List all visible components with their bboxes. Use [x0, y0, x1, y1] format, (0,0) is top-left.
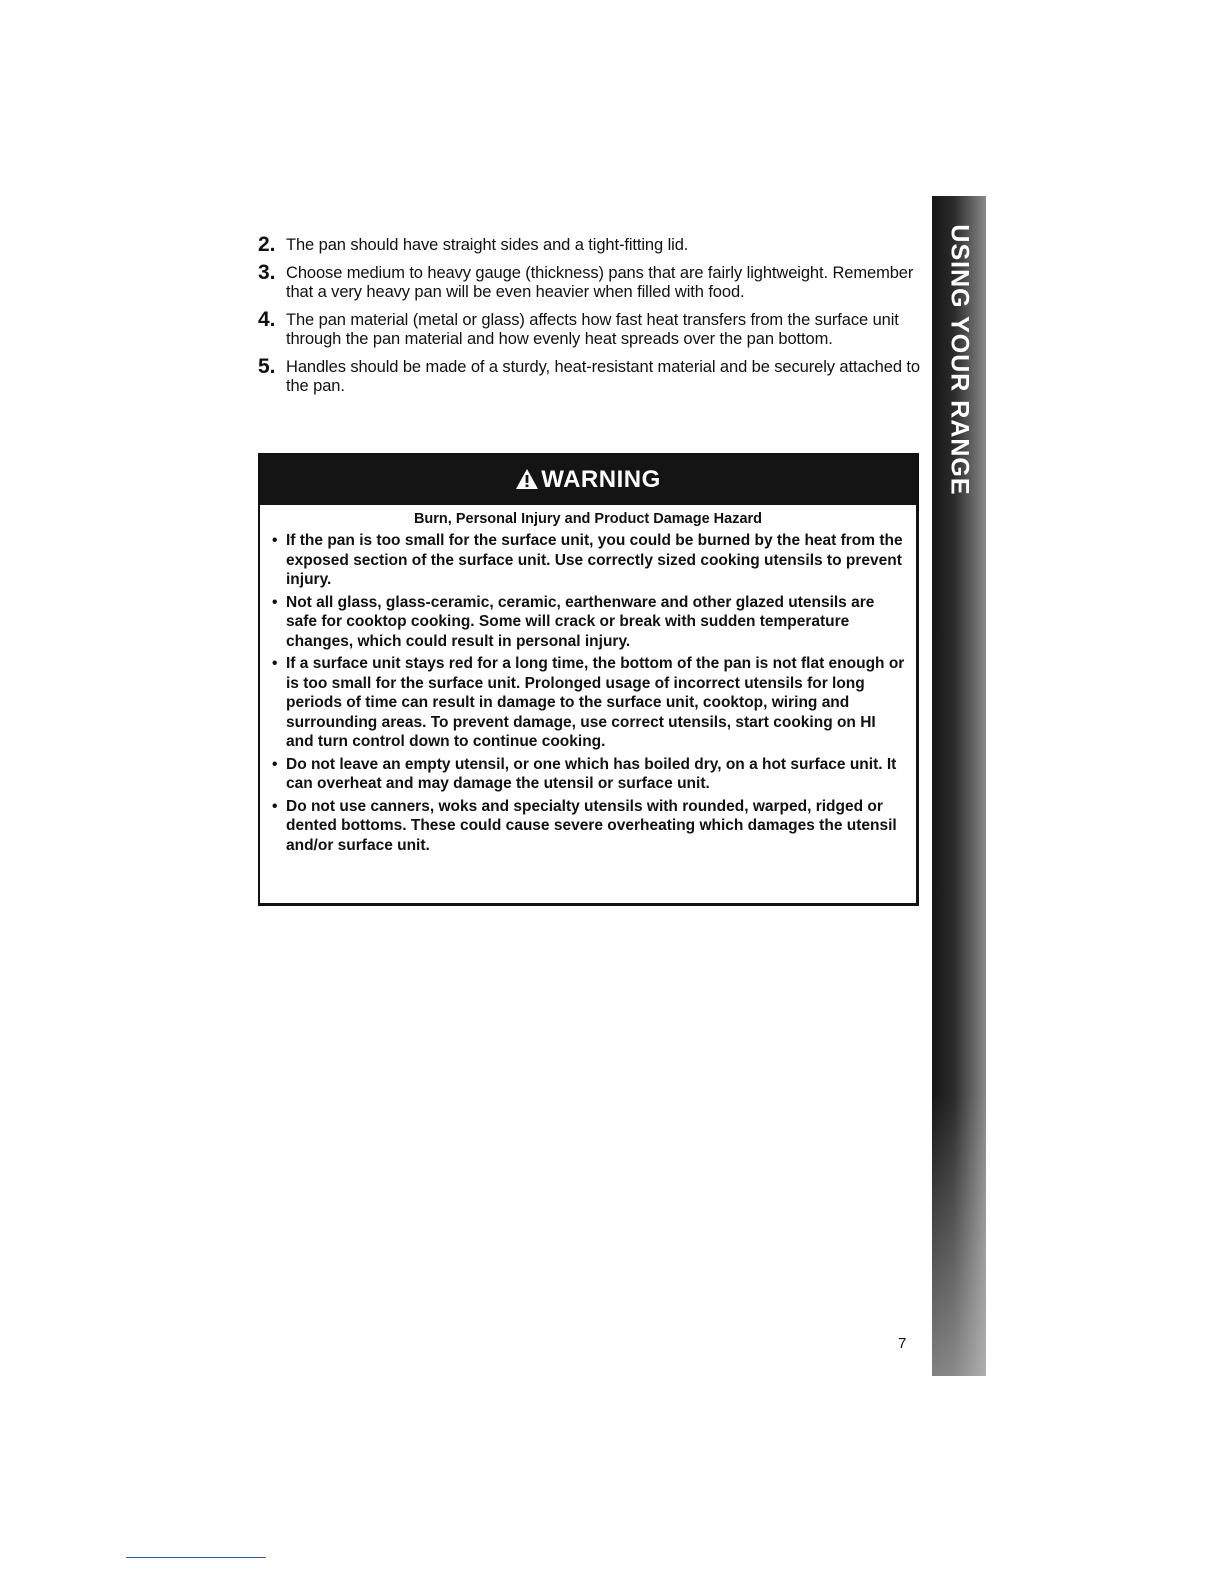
bullet-marker: •: [272, 655, 278, 672]
bullet-marker: •: [272, 797, 278, 815]
bullet-marker: •: [272, 532, 278, 549]
warning-item: [272, 797, 906, 856]
step-number: 5.: [258, 355, 276, 378]
step-text: Handles should be made of a sturdy, heat-resistant material and be securely attached to the pan.: [286, 358, 920, 395]
step-text: The pan material (metal or glass) affects how fast heat transfers from the surface unit through the pan material and how evenly heat spreads over the pan bottom.: [286, 311, 899, 348]
warning-item-text: If a surface unit stays red for a long time, the bottom of the pan is not flat enough or is too small for the surface unit. Prolonged usage of incorrect utensils for long periods of time can result in damage to the surface unit, cooktop, wiring and surrounding areas. To prevent damage, use correct utensils, start cooking on HI and turn control down to continue cooking.: [286, 655, 905, 750]
side-tab-fade: [932, 1096, 986, 1376]
warning-item: [272, 755, 906, 794]
side-tab-label: USING YOUR RANGE: [945, 224, 974, 496]
warning-item: [272, 654, 906, 752]
warning-list: [260, 531, 916, 855]
step-item: [258, 355, 928, 396]
warning-title: WARNING: [541, 466, 661, 493]
warning-subtitle: Burn, Personal Injury and Product Damage Hazard: [413, 511, 763, 527]
step-item: [258, 261, 928, 302]
step-number: 4.: [258, 308, 276, 331]
warning-item-text: Not all glass, glass-ceramic, ceramic, earthenware and other glazed utensils are safe for cooktop cooking. Some will crack or break with sudden temperature changes, which could result in personal injury.: [286, 593, 875, 650]
bullet-marker: •: [272, 593, 278, 611]
footer-rule: [126, 1557, 266, 1558]
warning-item-text: Do not leave an empty utensil, or one which has boiled dry, on a hot surface unit. It can overheat and may damage the utensil or surface unit.: [286, 755, 897, 792]
warning-box: [258, 453, 919, 906]
step-number: 3.: [258, 261, 276, 284]
warning-triangle-icon: [515, 458, 539, 508]
warning-item: [272, 593, 906, 652]
warning-item: [272, 531, 906, 590]
warning-header: [260, 455, 916, 505]
bullet-marker: •: [272, 755, 278, 773]
step-number: 2.: [258, 233, 276, 256]
step-text: Choose medium to heavy gauge (thickness) pans that are fairly lightweight. Remember that a very heavy pan will be even heavier when filled with food.: [286, 264, 914, 301]
step-item: [258, 233, 928, 256]
step-text: The pan should have straight sides and a tight-fitting lid.: [286, 236, 689, 254]
warning-item-text: Do not use canners, woks and specialty utensils with rounded, warped, ridged or dented bottoms. These could cause severe overheating which damages the utensil and/or surface unit.: [286, 797, 897, 854]
warning-item-text: If the pan is too small for the surface unit, you could be burned by the heat from the exposed section of the surface unit. Use correctly sized cooking utensils to prevent injury.: [286, 532, 903, 588]
page-number: 7: [898, 1335, 907, 1352]
step-item: [258, 308, 928, 349]
numbered-steps: [258, 233, 928, 405]
